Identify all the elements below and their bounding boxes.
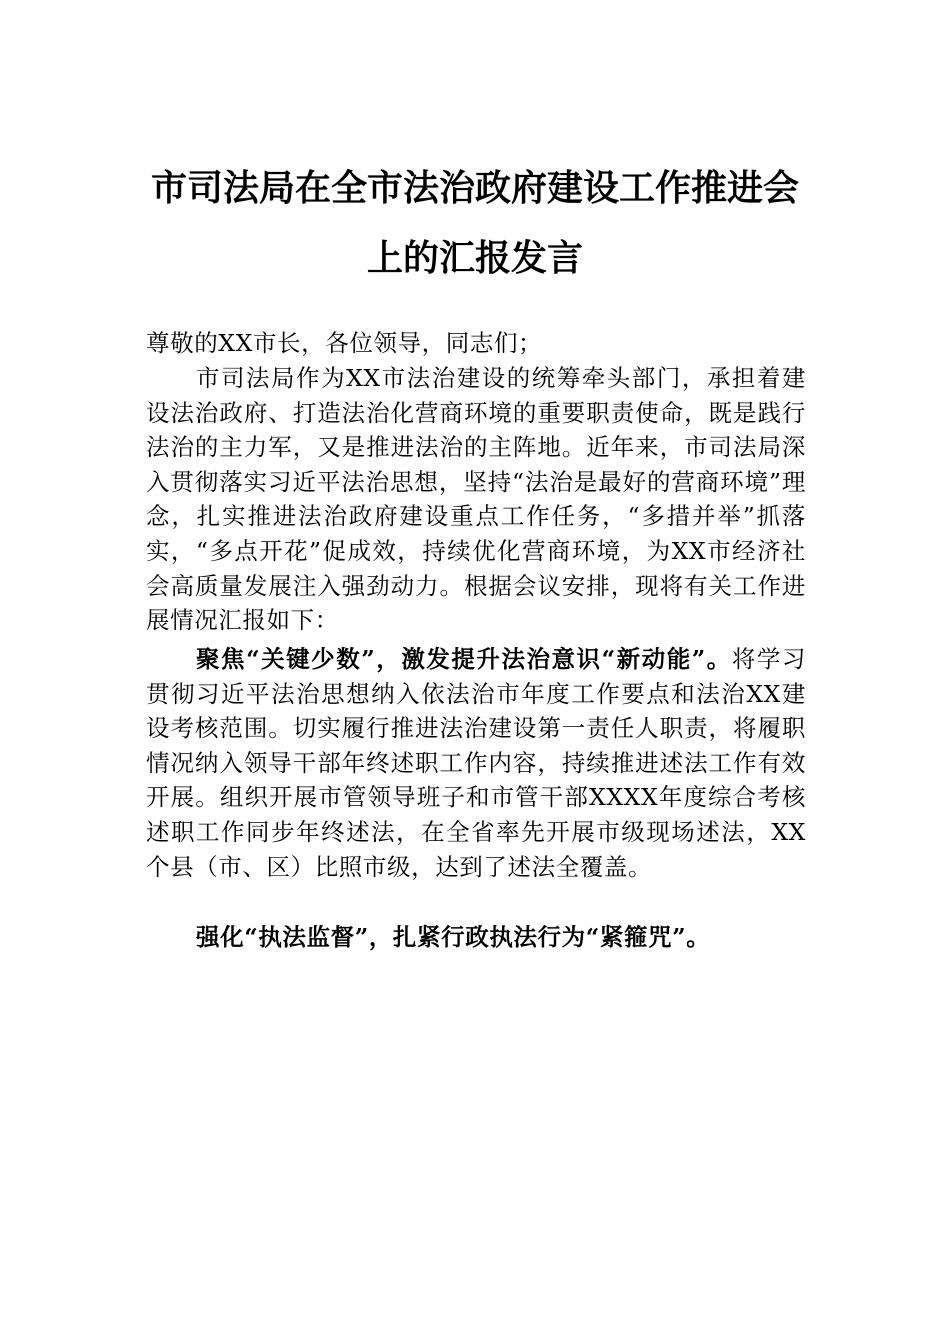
section-2-heading: 强化“执法监督”，扎紧行政执法行为“紧箍咒”。 [196, 923, 711, 951]
document-title-line-1: 市司法局在全市法治政府建设工作推进会 [150, 167, 799, 209]
section-1-heading: 聚焦“关键少数”，激发提升法治意识“新动能”。 [196, 645, 732, 673]
intro-paragraph: 市司法局作为XX市法治建设的统筹牵头部门，承担着建设法治政府、打造法治化营商环境的重要职责使命，既是践行法治的主力军，又是推进法治的主阵地。近年来，市司法局深入贯彻落实习近平法治思想，坚持“法治是最好的营商环境”理念，扎实推进法治政府建设重点工作任务，“多措并举”抓落实，“多点开花”促成效，持续优化营商环境，为XX市经济社会高质量发展注入强劲动力。根据会议安排，现将有关工作进展情况汇报如下： [146, 364, 806, 635]
document-title-line-2: 上的汇报发言 [366, 237, 583, 279]
section-1-paragraph [146, 642, 806, 884]
section-1-body: 将学习贯彻习近平法治思想纳入依法治市年度工作要点和法治XX建设考核范围。切实履行推进法治建设第一责任人职责，将履职情况纳入领导干部年终述职工作内容，持续推进述法工作有效开展。组织开展市管领导班子和市管干部XXXX年度综合考核述职工作同步年终述法，在全省率先开展市级现场述法，XX个县（市、区）比照市级，达到了述法全覆盖。 [146, 645, 806, 881]
salutation: 尊敬的XX市长，各位领导，同志们； [146, 329, 543, 357]
